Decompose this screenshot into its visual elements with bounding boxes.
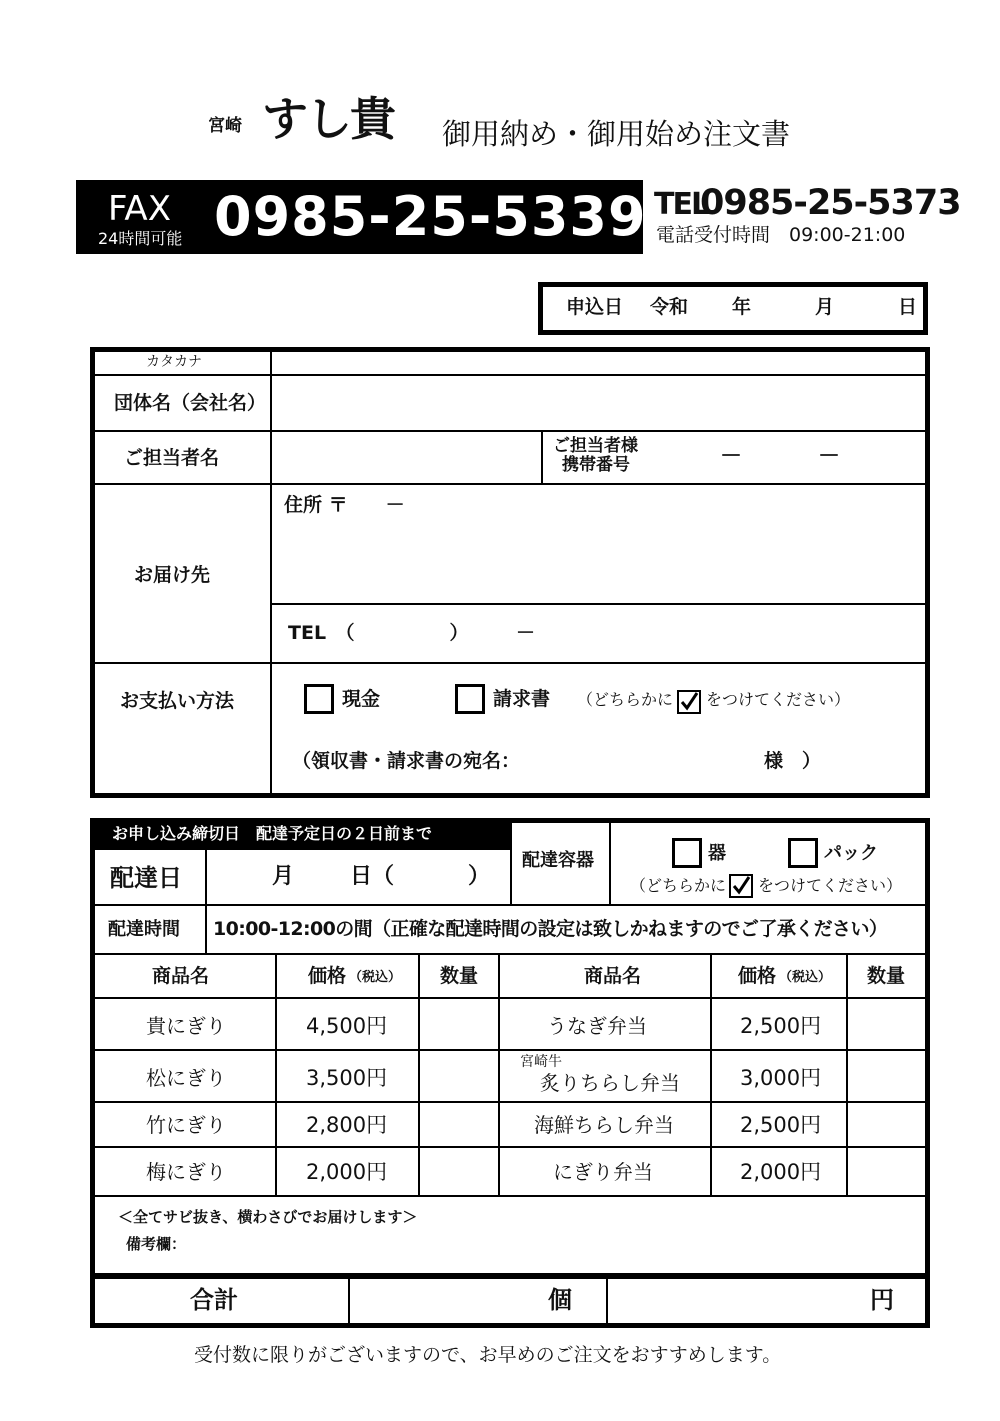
remarks-label: 備考欄： [126, 1235, 187, 1253]
receipt-sama-label: 様 ） [764, 750, 822, 772]
header-price-2: 価格 [738, 965, 777, 987]
container-hint-end: をつけてください） [758, 876, 903, 895]
katakana-label: カタカナ [146, 354, 202, 370]
logo-prefix: 宮崎 [208, 116, 242, 136]
total-label: 合計 [190, 1286, 238, 1314]
cash-checkbox[interactable] [304, 684, 334, 714]
product-name: 梅にぎり [146, 1160, 226, 1184]
header-quantity: 数量 [440, 965, 479, 987]
mobile-label-line1: ご担当者様 [553, 436, 638, 456]
pack-label: パック [824, 843, 878, 864]
header-price: 価格 [308, 965, 347, 987]
mobile-dash-1: － [720, 444, 743, 469]
quantity-input[interactable] [849, 1052, 925, 1100]
product-name: 海鮮ちらし弁当 [534, 1113, 674, 1137]
product-price: 3,000円 [740, 1066, 822, 1090]
fax-banner [76, 180, 647, 254]
invoice-label: 請求書 [493, 688, 551, 710]
mobile-number-field[interactable] [655, 433, 925, 482]
product-name: 松にぎり [146, 1066, 226, 1090]
quantity-input[interactable] [849, 1149, 925, 1194]
delivery-date-field[interactable] [208, 851, 508, 903]
choose-one-hint-start: （どちらかに [577, 690, 674, 709]
total-yen-unit: 円 [870, 1286, 894, 1314]
tel-label: TEL [654, 187, 709, 222]
quantity-input[interactable] [849, 1104, 925, 1145]
vessel-label: 器 [708, 843, 726, 864]
product-name: うなぎ弁当 [547, 1014, 647, 1038]
container-label: 配達容器 [522, 850, 594, 871]
check-example-icon [677, 690, 701, 714]
mobile-dash-2: － [818, 444, 841, 469]
quantity-input[interactable] [421, 1052, 497, 1100]
quantity-input[interactable] [421, 1149, 497, 1194]
mobile-label-line2: 携帯番号 [562, 455, 630, 475]
product-price: 3,500円 [306, 1066, 388, 1090]
header-product-name: 商品名 [152, 965, 210, 987]
era-label: 令和 [650, 296, 689, 318]
product-price: 2,500円 [740, 1113, 822, 1137]
application-date-label: 申込日 [566, 296, 624, 318]
header-tax-included: （税込） [349, 970, 402, 985]
wasabi-note: ＜全てサビ抜き、横わさびでお届けします＞ [118, 1208, 418, 1226]
document-title: 御用納め・御用始め注文書 [442, 117, 791, 151]
receipt-addressee-label: （領収書・請求書の宛名： [292, 750, 521, 772]
receipt-addressee-field[interactable] [520, 742, 760, 782]
quantity-input[interactable] [421, 1104, 497, 1145]
contact-name-label: ご担当者名 [124, 447, 220, 469]
choose-one-hint-end: をつけてください） [706, 690, 851, 709]
tel-number: 0985-25-5373 [700, 183, 961, 223]
vessel-checkbox[interactable] [672, 838, 702, 868]
product-name: 炙りちらし弁当 [540, 1071, 680, 1095]
header-tax-included-2: （税込） [779, 970, 832, 985]
deadline-text: お申し込み締切日 配達予定日の２日前まで [112, 824, 433, 843]
delivery-month-label: 月 [272, 864, 295, 889]
total-pieces-unit: 個 [548, 1286, 572, 1314]
payment-method-label: お支払い方法 [120, 690, 235, 712]
product-price: 2,500円 [740, 1014, 822, 1038]
logo-text: すし貴 [262, 92, 394, 146]
product-price: 2,000円 [740, 1160, 822, 1184]
product-price: 2,000円 [306, 1160, 388, 1184]
quantity-input[interactable] [421, 1000, 497, 1048]
fax-availability: 24時間可能 [98, 229, 183, 248]
delivery-date-label: 配達日 [110, 864, 182, 892]
group-name-field[interactable] [273, 377, 925, 429]
delivery-tel-field[interactable] [340, 606, 925, 660]
group-name-label: 団体名（会社名） [114, 392, 267, 414]
header-quantity-2: 数量 [867, 965, 906, 987]
fax-label: FAX [108, 189, 171, 229]
container-hint-start: （どちらかに [630, 876, 727, 895]
delivery-address-label: お届け先 [134, 564, 211, 586]
container-check-example-icon [729, 874, 753, 898]
product-name-prefix: 宮崎牛 [520, 1054, 562, 1070]
pack-checkbox[interactable] [788, 838, 818, 868]
footer-note: 受付数に限りがございますので、お早めのご注文をおすすめします。 [194, 1344, 782, 1366]
katakana-field[interactable] [273, 352, 925, 373]
delivery-tel-label: TEL （ ） － [288, 622, 536, 644]
total-pieces-field[interactable] [351, 1277, 541, 1325]
product-price: 2,800円 [306, 1113, 388, 1137]
fax-number: 0985-25-5339 [214, 185, 647, 248]
address-field[interactable] [273, 520, 925, 600]
remarks-field[interactable] [190, 1230, 920, 1270]
delivery-time-value: 10:00-12:00の間（正確な配達時間の設定は致しかねますのでご了承ください） [213, 918, 888, 940]
tel-hours: 電話受付時間 09:00-21:00 [656, 224, 906, 246]
year-label: 年 [732, 296, 752, 318]
delivery-day-close: ） [468, 864, 491, 889]
product-name: 竹にぎり [146, 1113, 226, 1137]
cash-label: 現金 [342, 688, 381, 710]
product-price: 4,500円 [306, 1014, 388, 1038]
month-label: 月 [815, 296, 835, 318]
address-label: 住所 〒 － [284, 494, 405, 516]
delivery-time-label: 配達時間 [108, 919, 180, 940]
product-name: 貴にぎり [146, 1014, 226, 1038]
invoice-checkbox[interactable] [455, 684, 485, 714]
day-label: 日 [898, 296, 918, 318]
delivery-day-label: 日（ [350, 864, 395, 889]
product-name: にぎり弁当 [553, 1160, 653, 1184]
total-amount-field[interactable] [609, 1277, 864, 1325]
quantity-input[interactable] [849, 1000, 925, 1048]
header-product-name-2: 商品名 [584, 965, 642, 987]
contact-name-field[interactable] [273, 433, 539, 482]
